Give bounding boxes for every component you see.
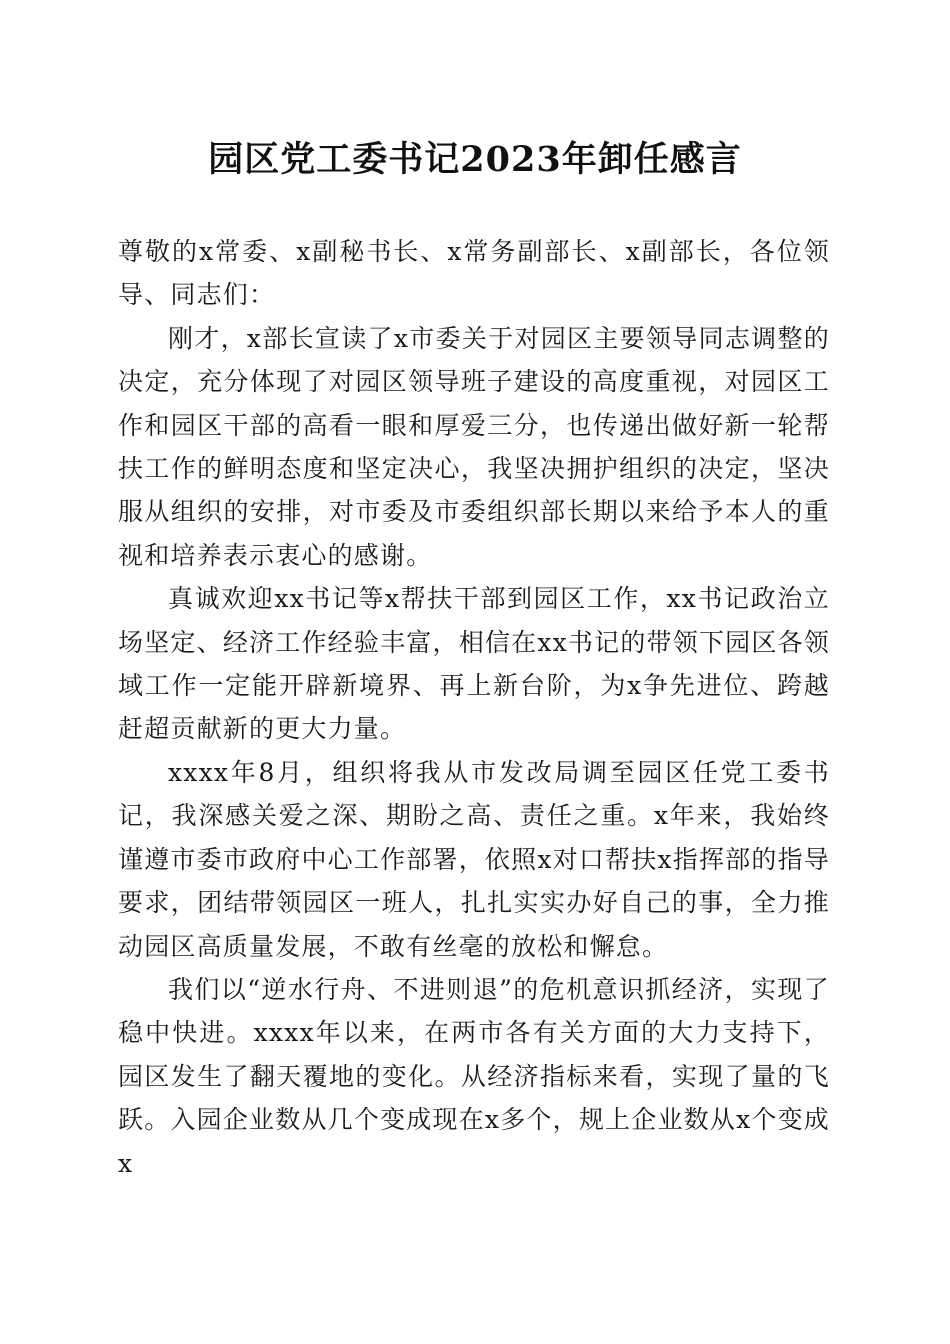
salutation: 尊敬的x常委、x副秘书长、x常务副部长、x副部长，各位领导、同志们： [118, 237, 830, 310]
document-body [118, 230, 830, 1185]
document-title: 园区党工委书记2023年卸任感言 [208, 139, 742, 180]
paragraph-3: xxxx年8月，组织将我从市发改局调至园区任党工委书记，我深感关爱之深、期盼之高、责任之重。x年来，我始终谨遵市委市政府中心工作部署，依照x对口帮扶x指挥部的指导要求，团结带领园区一班人，扎扎实实办好自己的事，全力推动园区高质量发展，不敢有丝毫的放松和懈怠。 [118, 757, 830, 961]
paragraph-2: 真诚欢迎xx书记等x帮扶干部到园区工作，xx书记政治立场坚定、经济工作经验丰富，相信在xx书记的带领下园区各领域工作一定能开辟新境界、再上新台阶，为x争先进位、跨越赶超贡献新的更大力量。 [118, 584, 830, 744]
paragraph-1: 刚才，x部长宣读了x市委关于对园区主要领导同志调整的决定，充分体现了对园区领导班子建设的高度重视，对园区工作和园区干部的高看一眼和厚爱三分，也传递出做好新一轮帮扶工作的鲜明态度和坚定决心，我坚决拥护组织的决定，坚决服从组织的安排，对市委及市委组织部长期以来给予本人的重视和培养表示衷心的感谢。 [118, 323, 830, 570]
paragraph-4: 我们以“逆水行舟、不进则退”的危机意识抓经济，实现了稳中快进。xxxx年以来，在两市各有关方面的大力支持下，园区发生了翻天覆地的变化。从经济指标来看，实现了量的飞跃。入园企业数从几个变成现在x多个，规上企业数从x个变成x [118, 974, 830, 1178]
